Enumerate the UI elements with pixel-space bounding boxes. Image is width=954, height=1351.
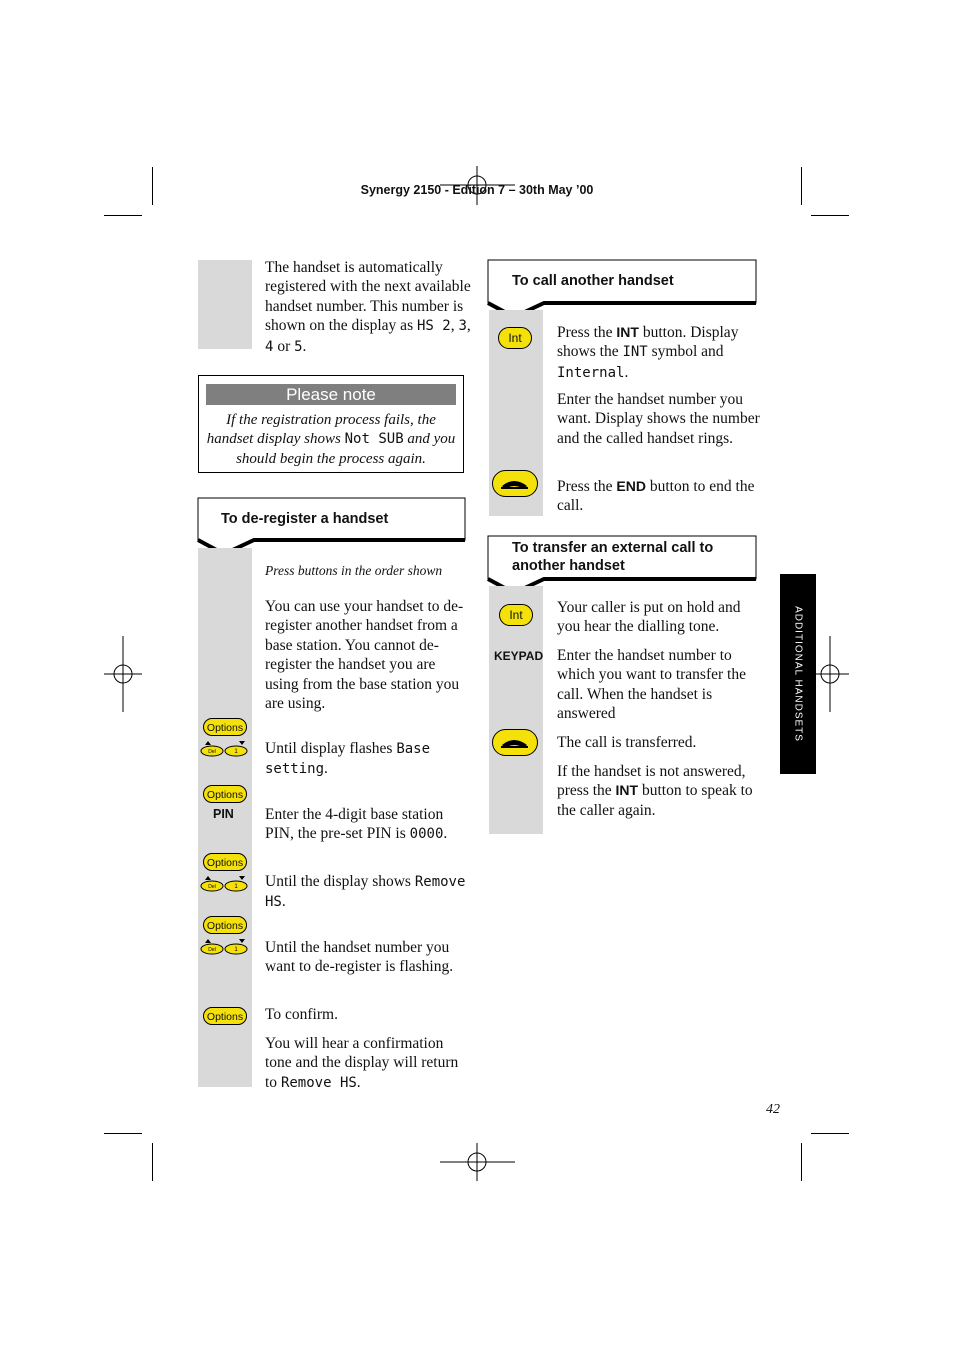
options-button[interactable]: Options	[203, 916, 247, 934]
side-tab	[780, 574, 816, 774]
pin-key[interactable]: PIN	[213, 807, 234, 821]
side-tab-label: ADDITIONAL HANDSETS	[792, 606, 804, 742]
deregister-heading: To de-register a handset	[221, 511, 389, 527]
note-box	[198, 375, 464, 473]
note-title: Please note	[206, 384, 456, 405]
running-header: Synergy 2150 - Edition 7 – 30th May ’00	[360, 183, 594, 197]
scroll-keys-icon[interactable]	[200, 939, 250, 955]
step-text: Until the display shows Remove HS.	[265, 873, 466, 911]
deregister-paragraph: You can use your handset to de-register another handset from a base station. You cannot de-register the handset you are using from the base station you are using.	[265, 598, 464, 713]
int-button[interactable]: Int	[498, 327, 532, 349]
gutter-bar	[198, 260, 252, 349]
step-text: Press the END button to end the call.	[557, 478, 755, 515]
step-text: Until the handset number you want to de-register is flashing.	[265, 939, 454, 976]
step-text: Enter the handset number you want. Display shows the number and the called handset rings.	[557, 391, 760, 447]
note-text: If the registration process fails, the handset display shows Not SUB and you should begin the process again.	[206, 412, 456, 467]
step-text: To confirm.	[265, 1006, 338, 1023]
step-text: Enter the handset number to which you want to transfer the call. When the handset is answered	[557, 647, 746, 723]
options-button[interactable]: Options	[203, 718, 247, 736]
intro-paragraph: The handset is automatically registered with the next available handset number. This number is shown on the display as HS 2, 3, 4 or 5.	[265, 259, 471, 355]
step-text: Enter the 4-digit base station PIN, the pre-set PIN is 0000.	[265, 806, 448, 843]
instruction: Press buttons in the order shown	[265, 563, 443, 578]
options-button[interactable]: Options	[203, 853, 247, 871]
svg-text:Del: Del	[208, 947, 216, 953]
step-text: Press the INT button. Display shows the INT symbol and Internal.	[557, 324, 739, 381]
step-text: Your caller is put on hold and you hear the dialling tone.	[557, 599, 741, 636]
svg-text:1: 1	[234, 947, 238, 953]
svg-text:Del: Del	[208, 749, 216, 755]
step-text: If the handset is not answered, press the INT button to speak to the caller again.	[557, 763, 753, 819]
page-number: 42	[766, 1102, 780, 1117]
end-call-icon	[493, 730, 536, 754]
svg-text:1: 1	[234, 884, 238, 890]
transfer-heading: To transfer an external call to another handset	[512, 540, 714, 574]
call-heading: To call another handset	[512, 273, 674, 289]
int-button[interactable]: Int	[499, 604, 533, 626]
step-text: Until display flashes Base setting.	[265, 740, 431, 778]
scroll-keys-icon[interactable]	[200, 741, 250, 757]
step-text: You will hear a confirmation tone and the display will return to Remove HS.	[265, 1035, 459, 1091]
step-text: The call is transferred.	[557, 734, 697, 751]
options-button[interactable]: Options	[203, 1007, 247, 1025]
end-button[interactable]	[492, 470, 538, 497]
svg-text:Del: Del	[208, 884, 216, 890]
end-button[interactable]	[492, 729, 538, 756]
scroll-keys-icon[interactable]	[200, 876, 250, 892]
keypad-key[interactable]: KEYPAD	[494, 649, 544, 663]
end-call-icon	[493, 471, 536, 495]
options-button[interactable]: Options	[203, 785, 247, 803]
svg-text:1: 1	[234, 749, 238, 755]
